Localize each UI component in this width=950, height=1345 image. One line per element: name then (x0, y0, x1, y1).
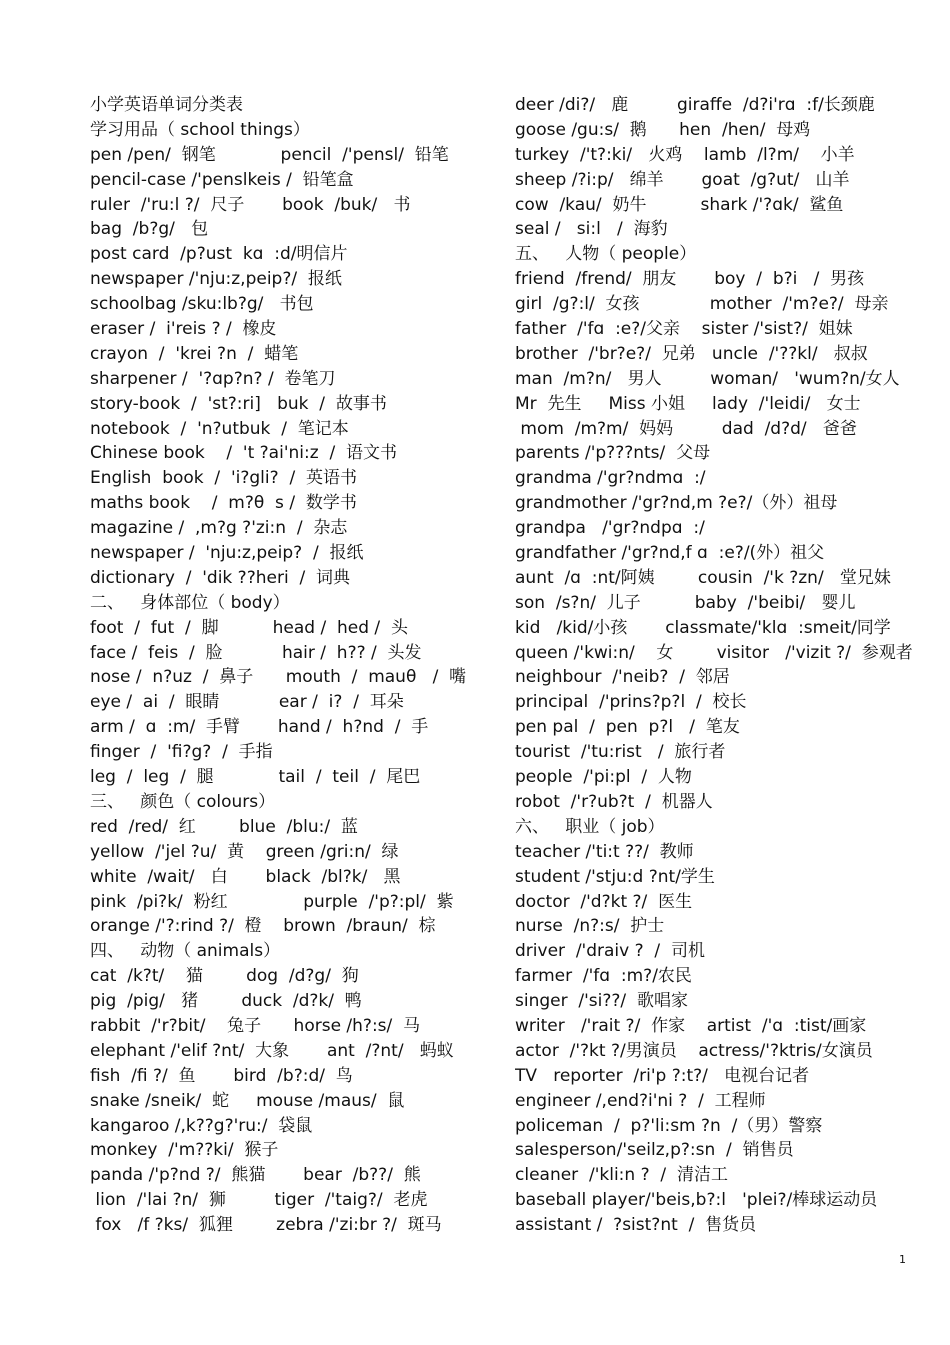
vocab-line: monkey /'m??ki/ 猴子 (90, 1140, 279, 1161)
vocab-line: cow /kau/ 奶牛 shark /'?ɑk/ 鲨鱼 (515, 194, 844, 215)
vocab-line: man /m?n/ 男人 woman/ 'wum?n/女人 (515, 368, 900, 389)
vocab-line: post card /p?ust kɑ :d/明信片 (90, 244, 348, 265)
vocab-line: turkey /'t?:ki/ 火鸡 lamb /l?m/ 小羊 (515, 144, 855, 165)
vocab-line: 学习用品（ school things） (90, 119, 310, 140)
vocab-line: baseball player/'beis,b?:l 'plei?/棒球运动员 (515, 1190, 878, 1211)
vocab-line: principal /'prins?p?l / 校长 (515, 692, 747, 713)
vocab-line: sharpener / '?ɑp?n? / 卷笔刀 (90, 368, 336, 389)
vocab-line: 五、 人物（ people） (515, 244, 697, 265)
vocab-line: schoolbag /sku:lb?g/ 书包 (90, 294, 314, 315)
vocab-line: kangaroo /,k??g?'ru:/ 袋鼠 (90, 1115, 313, 1136)
vocab-line: bag /b?g/ 包 (90, 219, 209, 240)
vocab-line: pig /pig/ 猪 duck /d?k/ 鸭 (90, 991, 362, 1012)
vocab-line: 二、 身体部位（ body） (90, 592, 290, 613)
vocab-line: parents /'p???nts/ 父母 (515, 443, 711, 464)
vocab-line: lion /'lai ?n/ 狮 tiger /'taig?/ 老虎 (90, 1190, 428, 1211)
vocab-line: salesperson/'seilz,p?:sn / 销售员 (515, 1140, 794, 1161)
vocab-line: people /'pi:pl / 人物 (515, 767, 692, 788)
vocab-line: brother /'br?e?/ 兄弟 uncle /'??kl/ 叔叔 (515, 343, 868, 364)
vocab-line: pink /pi?k/ 粉红 purple /'p?:pl/ 紫 (90, 891, 454, 912)
vocab-line: grandmother /'gr?nd,m ?e?/（外）祖母 (515, 493, 838, 514)
vocab-line: rabbit /'r?bit/ 兔子 horse /h?:s/ 马 (90, 1015, 421, 1036)
vocab-line: pencil-case /'penslkeis / 铅笔盒 (90, 169, 354, 190)
vocab-line: ruler /'ru:l ?/ 尺子 book /buk/ 书 (90, 194, 411, 215)
vocab-line: driver /'draiv ? / 司机 (515, 941, 705, 962)
vocab-line: cleaner /'kli:n ? / 清洁工 (515, 1165, 728, 1186)
vocab-line: TV reporter /ri'p ?:t?/ 电视台记者 (515, 1065, 810, 1086)
vocab-line: teacher /'ti:t ??/ 教师 (515, 841, 694, 862)
left-word-column (90, 93, 500, 1238)
page-number: 1 (899, 1253, 906, 1266)
vocab-line: face / feis / 脸 hair / h?? / 头发 (90, 642, 422, 663)
vocab-line: Chinese book / 't ?ai'ni:z / 语文书 (90, 443, 397, 464)
vocab-line: foot / fut / 脚 head / hed / 头 (90, 617, 408, 638)
vocab-line: father /'fɑ :e?/父亲 sister /'sist?/ 姐妹 (515, 319, 853, 340)
vocab-line: snake /sneik/ 蛇 mouse /maus/ 鼠 (90, 1090, 405, 1111)
vocab-line: nose / n?uz / 鼻子 mouth / mauθ / 嘴 (90, 667, 467, 688)
vocab-line: crayon / 'krei ?n / 蜡笔 (90, 343, 299, 364)
vocab-line: student /'stju:d ?nt/学生 (515, 866, 715, 887)
vocab-line: newspaper / 'nju:z,peip? / 报纸 (90, 543, 364, 564)
vocab-line: fish /fi ?/ 鱼 bird /b?:d/ 鸟 (90, 1065, 353, 1086)
vocab-line: writer /'rait ?/ 作家 artist /'ɑ :tist/画家 (515, 1015, 867, 1036)
vocab-line: nurse /n?:s/ 护士 (515, 916, 665, 937)
vocab-line: assistant / ?sist?nt / 售货员 (515, 1215, 757, 1236)
vocab-line: white /wait/ 白 black /bl?k/ 黑 (90, 866, 401, 887)
vocab-line: seal / si:l / 海豹 (515, 219, 668, 240)
vocab-line: doctor /'d?kt ?/ 医生 (515, 891, 693, 912)
right-word-column (515, 93, 935, 1238)
vocab-line: friend /frend/ 朋友 boy / b?i / 男孩 (515, 269, 865, 290)
vocab-line: farmer /'fɑ :m?/农民 (515, 966, 692, 987)
vocab-line: 三、 颜色（ colours） (90, 791, 276, 812)
vocab-line: singer /'si??/ 歌唱家 (515, 991, 688, 1012)
vocab-line: 六、 职业（ job） (515, 816, 665, 837)
vocab-line: English book / 'i?gli? / 英语书 (90, 468, 357, 489)
vocab-line: elephant /'elif ?nt/ 大象 ant /?nt/ 蚂蚁 (90, 1040, 454, 1061)
vocab-line: tourist /'tu:rist / 旅行者 (515, 742, 726, 763)
vocab-line: notebook / 'n?utbuk / 笔记本 (90, 418, 349, 439)
vocab-line: 四、 动物（ animals） (90, 941, 281, 962)
vocab-line: finger / 'fi?g? / 手指 (90, 742, 273, 763)
vocab-line: neighbour /'neib? / 邻居 (515, 667, 730, 688)
vocab-line: eye / ai / 眼睛 ear / i? / 耳朵 (90, 692, 404, 713)
vocab-line: robot /'r?ub?t / 机器人 (515, 791, 713, 812)
vocab-line: son /s?n/ 儿子 baby /'beibi/ 婴儿 (515, 592, 856, 613)
vocab-line: story-book / 'st?:ri] buk / 故事书 (90, 393, 387, 414)
vocab-line: sheep /?i:p/ 绵羊 goat /g?ut/ 山羊 (515, 169, 850, 190)
vocab-line: maths book / m?θ s / 数学书 (90, 493, 357, 514)
vocab-line: pen /pen/ 钢笔 pencil /'pensl/ 铅笔 (90, 144, 449, 165)
vocab-line: yellow /'jel ?u/ 黄 green /gri:n/ 绿 (90, 841, 399, 862)
vocab-line: actor /'?kt ?/男演员 actress/'?ktris/女演员 (515, 1040, 873, 1061)
vocab-line: cat /k?t/ 猫 dog /d?g/ 狗 (90, 966, 359, 987)
vocab-line: Mr 先生 Miss 小姐 lady /'leidi/ 女士 (515, 393, 861, 414)
vocab-line: fox /f ?ks/ 狐狸 zebra /'zi:br ?/ 斑马 (90, 1215, 442, 1236)
vocab-line: pen pal / pen p?l / 笔友 (515, 717, 740, 738)
vocab-line: mom /m?m/ 妈妈 dad /d?d/ 爸爸 (515, 418, 857, 439)
vocab-line: girl /g?:l/ 女孩 mother /'m?e?/ 母亲 (515, 294, 889, 315)
vocab-line: goose /gu:s/ 鹅 hen /hen/ 母鸡 (515, 119, 811, 140)
vocab-line: panda /'p?nd ?/ 熊猫 bear /b??/ 熊 (90, 1165, 421, 1186)
vocab-line: queen /'kwi:n/ 女 visitor /'vizit ?/ 参观者 (515, 642, 913, 663)
vocab-line: kid /kid/小孩 classmate/'klɑ :smeit/同学 (515, 617, 891, 638)
vocab-line: red /red/ 红 blue /blu:/ 蓝 (90, 816, 358, 837)
vocab-line: engineer /,end?i'ni ? / 工程师 (515, 1090, 766, 1111)
vocab-line: magazine / ,m?g ?'zi:n / 杂志 (90, 518, 348, 539)
vocab-line: leg / leg / 腿 tail / teil / 尾巴 (90, 767, 421, 788)
vocab-line: aunt /ɑ :nt/阿姨 cousin /'k ?zn/ 堂兄妹 (515, 567, 891, 588)
vocab-line: grandfather /'gr?nd,f ɑ :e?/(外）祖父 (515, 543, 825, 564)
vocab-line: eraser / i'reis ? / 橡皮 (90, 319, 277, 340)
vocab-line: grandpa /'gr?ndpɑ :/ (515, 518, 705, 539)
vocab-line: dictionary / 'dik ??heri / 词典 (90, 567, 351, 588)
vocab-line: grandma /'gr?ndmɑ :/ (515, 468, 706, 489)
vocab-line: policeman / p?'li:sm ?n /（男）警察 (515, 1115, 823, 1136)
vocab-line: newspaper /'nju:z,peip?/ 报纸 (90, 269, 342, 290)
vocab-line: 小学英语单词分类表 (90, 95, 243, 115)
vocab-line: arm / ɑ :m/ 手臂 hand / h?nd / 手 (90, 717, 429, 738)
vocab-line: orange /'?:rind ?/ 橙 brown /braun/ 棕 (90, 916, 436, 937)
vocab-line: deer /di?/ 鹿 giraffe /d?i'rɑ :f/长颈鹿 (515, 95, 875, 115)
